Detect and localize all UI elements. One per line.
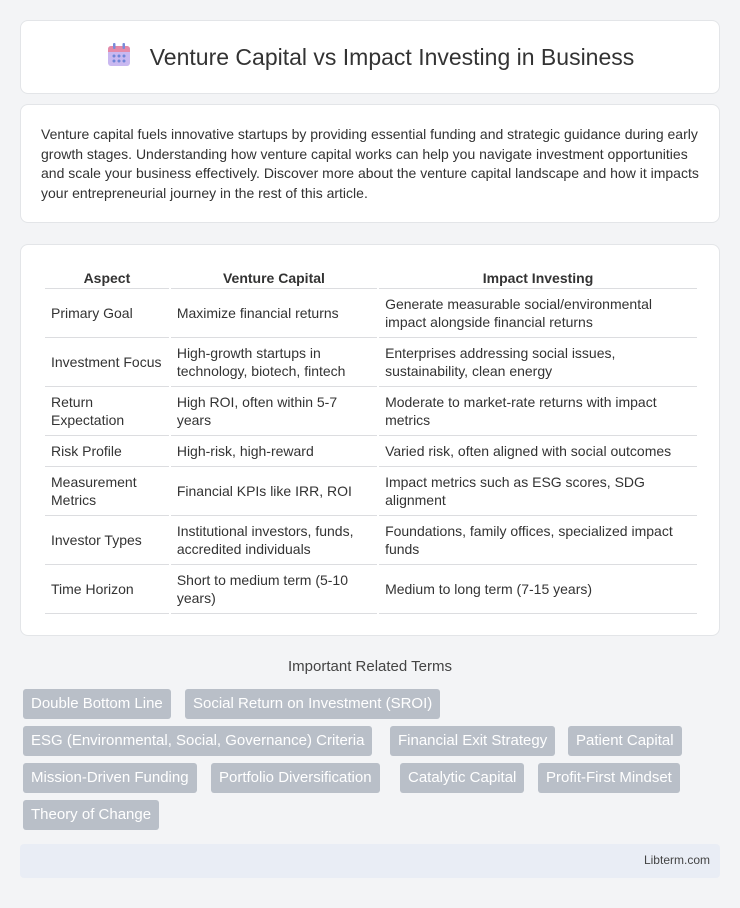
table-cell: Varied risk, often aligned with social outcomes — [379, 436, 697, 467]
table-row — [45, 338, 697, 387]
term-tag[interactable]: Catalytic Capital — [400, 763, 524, 793]
table-cell: Maximize financial returns — [171, 289, 377, 338]
table-cell: Measurement Metrics — [45, 467, 169, 516]
table-cell: Investor Types — [45, 516, 169, 565]
header-aspect: Aspect — [45, 263, 169, 289]
table-cell: Time Horizon — [45, 565, 169, 614]
table-cell: Medium to long term (7-15 years) — [379, 565, 697, 614]
intro-paragraph: Venture capital fuels innovative startups by providing essential funding and strategic guidance during early growth stages. Understanding how venture capital works can help you navigate investment opportunities and scale your business effectively. Discover more about the venture capital landscape and how it impacts your entrepreneurial journey in the rest of this article. — [41, 126, 699, 201]
table-cell: Impact metrics such as ESG scores, SDG alignment — [379, 467, 697, 516]
term-tag[interactable]: Social Return on Investment (SROI) — [185, 689, 440, 719]
intro-card — [20, 104, 720, 223]
term-tag[interactable]: Profit-First Mindset — [538, 763, 680, 793]
table-row — [45, 516, 697, 565]
comparison-table-card — [20, 244, 720, 636]
table-row — [45, 289, 697, 338]
table-cell: Moderate to market-rate returns with impact metrics — [379, 387, 697, 436]
table-cell: Institutional investors, funds, accredited individuals — [171, 516, 377, 565]
table-row — [45, 565, 697, 614]
table-header-row — [45, 263, 697, 289]
table-cell: High ROI, often within 5-7 years — [171, 387, 377, 436]
table-cell: Foundations, family offices, specialized impact funds — [379, 516, 697, 565]
table-row — [45, 467, 697, 516]
header-card — [20, 20, 720, 94]
term-tag[interactable]: Patient Capital — [568, 726, 682, 756]
term-tag[interactable]: ESG (Environmental, Social, Governance) Criteria — [23, 726, 372, 756]
table-cell: Return Expectation — [45, 387, 169, 436]
table-cell: High-growth startups in technology, biotech, fintech — [171, 338, 377, 387]
table-cell: Risk Profile — [45, 436, 169, 467]
comparison-table — [43, 263, 699, 614]
table-cell: Short to medium term (5-10 years) — [171, 565, 377, 614]
table-cell: Financial KPIs like IRR, ROI — [171, 467, 377, 516]
term-tag[interactable]: Mission-Driven Funding — [23, 763, 197, 793]
table-cell: High-risk, high-reward — [171, 436, 377, 467]
term-tag[interactable]: Financial Exit Strategy — [390, 726, 555, 756]
table-cell: Generate measurable social/environmental impact alongside financial returns — [379, 289, 697, 338]
table-cell: Enterprises addressing social issues, sustainability, clean energy — [379, 338, 697, 387]
table-cell: Primary Goal — [45, 289, 169, 338]
header-impact-investing: Impact Investing — [379, 263, 697, 289]
calendar-icon — [106, 42, 132, 73]
table-row — [45, 387, 697, 436]
footer — [20, 844, 720, 878]
table-row — [45, 436, 697, 467]
page-title: Venture Capital vs Impact Investing in Business — [149, 43, 635, 70]
term-tag[interactable]: Portfolio Diversification — [211, 763, 380, 793]
header-venture-capital: Venture Capital — [171, 263, 377, 289]
related-terms-title: Important Related Terms — [288, 658, 452, 675]
footer-site-link[interactable]: Libterm.com — [643, 853, 710, 867]
term-tag[interactable]: Theory of Change — [23, 800, 159, 830]
table-cell: Investment Focus — [45, 338, 169, 387]
term-tag[interactable]: Double Bottom Line — [23, 689, 171, 719]
